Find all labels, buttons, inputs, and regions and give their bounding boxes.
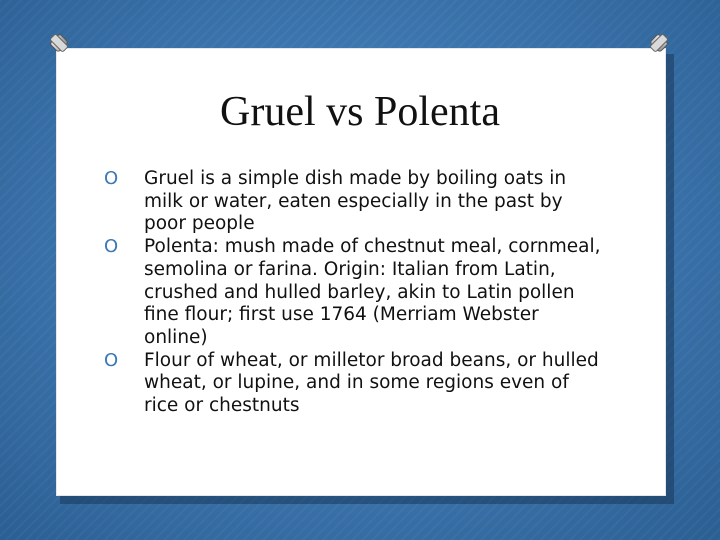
bullet-item xyxy=(104,350,604,418)
bullet-marker-icon: O xyxy=(104,236,119,258)
bullet-item xyxy=(104,168,604,236)
bullet-text: Gruel is a simple dish made by boiling oats in milk or water, eaten especially in the past by poor people xyxy=(144,168,567,235)
bullet-marker-icon: O xyxy=(104,168,119,189)
push-pin-icon xyxy=(46,30,72,56)
push-pin-icon xyxy=(646,30,672,56)
bullet-text: Polenta: mush made of chestnut meal, cornmeal, semolina or farina. Origin: Italian from Latin, crushed and hulled barley, akin to Latin pollen fine flour; first use 1764 (Merriam Webster online) xyxy=(144,236,601,348)
slide-title: Gruel vs Polenta xyxy=(220,89,500,135)
bullet-item xyxy=(104,236,604,350)
bullet-text: Flour of wheat, or milletor broad beans, or hulled wheat, or lupine, and in some regions even of rice or chestnuts xyxy=(144,349,599,417)
bullet-list xyxy=(104,168,604,418)
bullet-marker-icon: O xyxy=(104,349,119,371)
